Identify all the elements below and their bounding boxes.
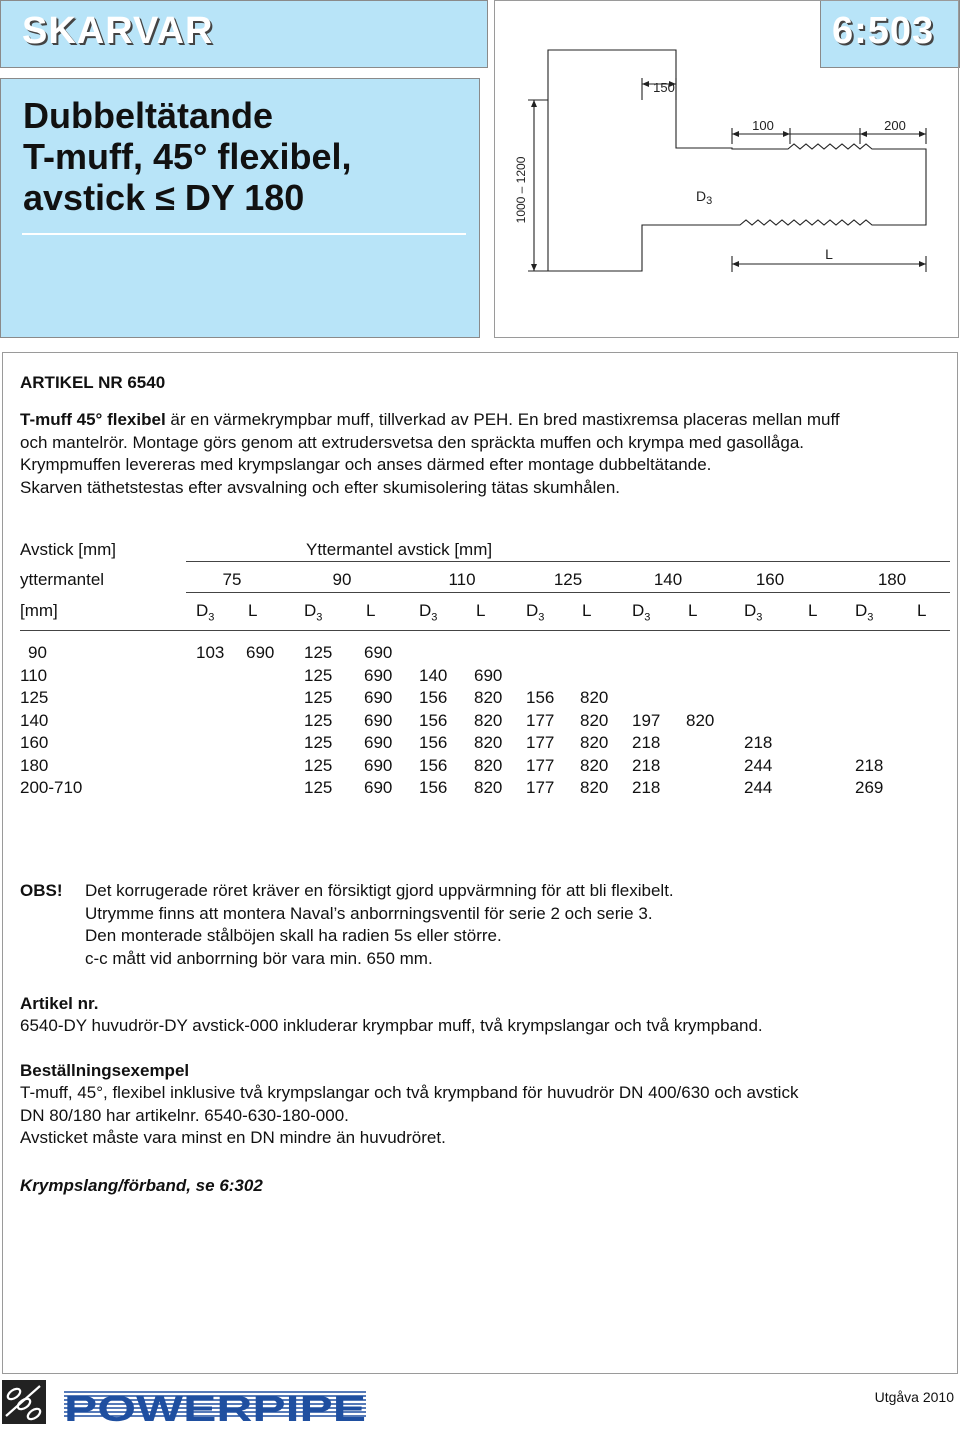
column-header: 160 <box>755 570 785 589</box>
d3-cell: 244 <box>744 755 773 775</box>
avstick-cell: 180 <box>20 755 49 775</box>
sub-header-d3: $D_3$ <box>744 601 763 624</box>
d3-cell: 125 <box>304 755 333 775</box>
content-frame <box>2 352 958 1374</box>
sub-header-d3: $D_3$ <box>304 601 323 624</box>
length-cell: 820 <box>474 688 503 707</box>
d3-cell: 177 <box>526 733 555 752</box>
technical-drawing <box>494 0 959 338</box>
d3-cell: 125 <box>304 778 333 797</box>
edition-label: Utgåva 2010 <box>874 1389 954 1405</box>
order-heading: Beställningsexempel <box>20 1061 190 1080</box>
length-cell: 690 <box>364 755 393 775</box>
length-cell: 820 <box>580 710 609 730</box>
obs-line: Den monterade stålböjen skall ha radien 5s eller större. <box>85 926 502 945</box>
order-line: DN 80/180 har artikelnr. 6540-630-180-000. <box>20 1105 349 1125</box>
title-box <box>0 78 480 338</box>
length-cell: 820 <box>580 755 609 775</box>
sub-header-d3: $D_3$ <box>526 601 545 624</box>
d3-cell: 244 <box>744 778 773 797</box>
sub-header-d3: $D_3$ <box>419 601 438 624</box>
obs-line: Det korrugerade röret kräver en försiktigt gjord uppvärmning för att bli flexibelt. <box>85 881 674 900</box>
d3-cell: 218 <box>632 733 661 752</box>
avstick-cell: 160 <box>20 733 49 752</box>
d3-cell: 156 <box>419 755 448 775</box>
title-divider <box>22 233 466 235</box>
length-cell: 820 <box>580 688 609 707</box>
d3-cell: 103 <box>196 643 225 662</box>
d3-cell: 156 <box>419 688 448 707</box>
d3-cell: 218 <box>632 755 661 775</box>
length-cell: 820 <box>580 778 609 797</box>
length-cell: 690 <box>364 688 393 707</box>
length-cell: 690 <box>474 665 503 685</box>
column-header: 180 <box>877 570 907 589</box>
avstick-cell: 140 <box>20 710 49 730</box>
sub-header-l: L <box>582 601 592 620</box>
row-header-line-1: Avstick [mm] <box>20 540 117 559</box>
column-header: 140 <box>653 570 683 589</box>
avstick-cell: 90 <box>28 643 47 662</box>
section-label: SKARVAR <box>22 10 214 52</box>
table-rule <box>186 592 950 593</box>
d3-cell: 197 <box>632 710 661 730</box>
powerpipe-logo <box>0 1378 380 1428</box>
title-line-3: avstick ≤ DY 180 <box>23 177 305 218</box>
d3-cell: 156 <box>419 778 448 797</box>
length-cell: 690 <box>364 643 393 662</box>
dim-right-label: 200 <box>884 118 906 133</box>
d3-cell: 125 <box>304 665 333 685</box>
length-cell: 820 <box>474 733 503 752</box>
avstick-cell: 125 <box>20 688 49 707</box>
obs-notes <box>85 880 945 970</box>
d3-cell: 125 <box>304 643 333 662</box>
length-cell: 820 <box>474 755 503 775</box>
title-line-1: Dubbeltätande <box>23 95 274 136</box>
title-line-2: T-muff, 45° flexibel, <box>23 136 352 177</box>
length-cell: 820 <box>686 710 715 730</box>
d3-cell: 177 <box>526 755 555 775</box>
column-header: 75 <box>222 570 242 589</box>
column-header: 90 <box>332 570 352 589</box>
article-intro-line: T-muff 45° flexibel är en värmekrympbar muff, tillverkad av PEH. En bred mastixremsa placeras mellan muff <box>20 410 840 429</box>
order-example <box>20 1082 950 1150</box>
column-header: 125 <box>553 570 583 589</box>
article-heading: ARTIKEL NR 6540 <box>20 373 166 392</box>
d3-cell: 140 <box>419 665 448 685</box>
sub-header-d3: $D_3$ <box>632 601 651 624</box>
dim-vertical-label: 1000 – 1200 <box>514 156 528 224</box>
article-line: Krympmuffen levereras med krympslangar och anses därmed efter montage dubbeltätande. <box>20 455 712 474</box>
obs-line: Utrymme finns att montera Naval’s anborrningsventil för serie 2 och serie 3. <box>85 903 653 923</box>
page-title <box>23 95 351 218</box>
brand-name: POWERPIPE <box>64 1388 366 1428</box>
order-line: T-muff, 45°, flexibel inklusive två krympslangar och två krympband för huvudrör DN 400/630 och avstick <box>20 1083 799 1102</box>
obs-line: c-c mått vid anborrning bör vara min. 650 mm. <box>85 948 433 968</box>
group-header: Yttermantel avstick [mm] <box>306 540 493 559</box>
artikel-text: 6540-DY huvudrör-DY avstick-000 inkluderar krympbar muff, två krympslangar och två krympband. <box>20 1016 763 1035</box>
order-line: Avsticket måste vara minst en DN mindre än huvudröret. <box>20 1128 446 1147</box>
artikel-heading: Artikel nr. <box>20 994 99 1013</box>
article-line: Skarven täthetstestas efter avsvalning och efter skumisolering tätas skumhålen. <box>20 477 621 497</box>
d3-cell: 125 <box>304 688 333 707</box>
sub-header-l: L <box>917 601 927 620</box>
dim-left-label: 100 <box>752 118 774 133</box>
sub-header-l: L <box>248 601 258 620</box>
article-line: och mantelrör. Montage görs genom att extrudersvetsa den spräckta muffen och krympa med gasollåga. <box>20 432 804 452</box>
avstick-cell: 110 <box>20 665 48 685</box>
d3-cell: 218 <box>632 778 661 797</box>
diameter-label: $D_3$ <box>696 188 713 207</box>
sub-header-l: L <box>476 601 486 620</box>
avstick-cell: 200-710 <box>20 778 83 797</box>
length-cell: 820 <box>474 710 503 730</box>
row-header-line-2: yttermantel <box>20 570 105 589</box>
d3-cell: 156 <box>419 733 448 752</box>
table-rule <box>20 630 950 631</box>
article-intro-bold: T-muff 45° flexibel <box>20 410 166 429</box>
table-rule <box>186 561 950 562</box>
length-cell: 820 <box>474 778 503 797</box>
page-number: 6:503 <box>832 10 935 52</box>
length-cell: 690 <box>246 643 275 662</box>
sub-header-d3: $D_3$ <box>855 601 874 624</box>
reference-link[interactable]: Krympslang/förband, se 6:302 <box>20 1176 263 1195</box>
article-description <box>20 409 940 499</box>
d3-cell: 218 <box>855 755 884 775</box>
pipe-logo-icon <box>2 1380 46 1424</box>
d3-cell: 177 <box>526 778 555 797</box>
d3-cell: 177 <box>526 710 555 730</box>
dim-top-label: 150 <box>653 80 675 95</box>
d3-cell: 156 <box>419 710 448 730</box>
length-cell: 690 <box>364 710 393 730</box>
length-cell: 690 <box>364 733 393 752</box>
d3-cell: 218 <box>744 733 773 752</box>
sub-header-l: L <box>366 601 376 620</box>
row-header-line-3: [mm] <box>20 601 58 620</box>
sub-header-l: L <box>808 601 818 620</box>
d3-cell: 156 <box>526 688 555 707</box>
length-cell: 690 <box>364 665 393 685</box>
sub-header-d3: $D_3$ <box>196 601 215 624</box>
d3-cell: 269 <box>855 778 884 797</box>
obs-label: OBS! <box>20 881 63 900</box>
sub-header-l: L <box>688 601 698 620</box>
d3-cell: 125 <box>304 733 333 752</box>
dim-length-label: L <box>825 246 833 262</box>
d3-cell: 125 <box>304 710 333 730</box>
column-header: 110 <box>448 570 476 589</box>
length-cell: 820 <box>580 733 609 752</box>
length-cell: 690 <box>364 778 393 797</box>
